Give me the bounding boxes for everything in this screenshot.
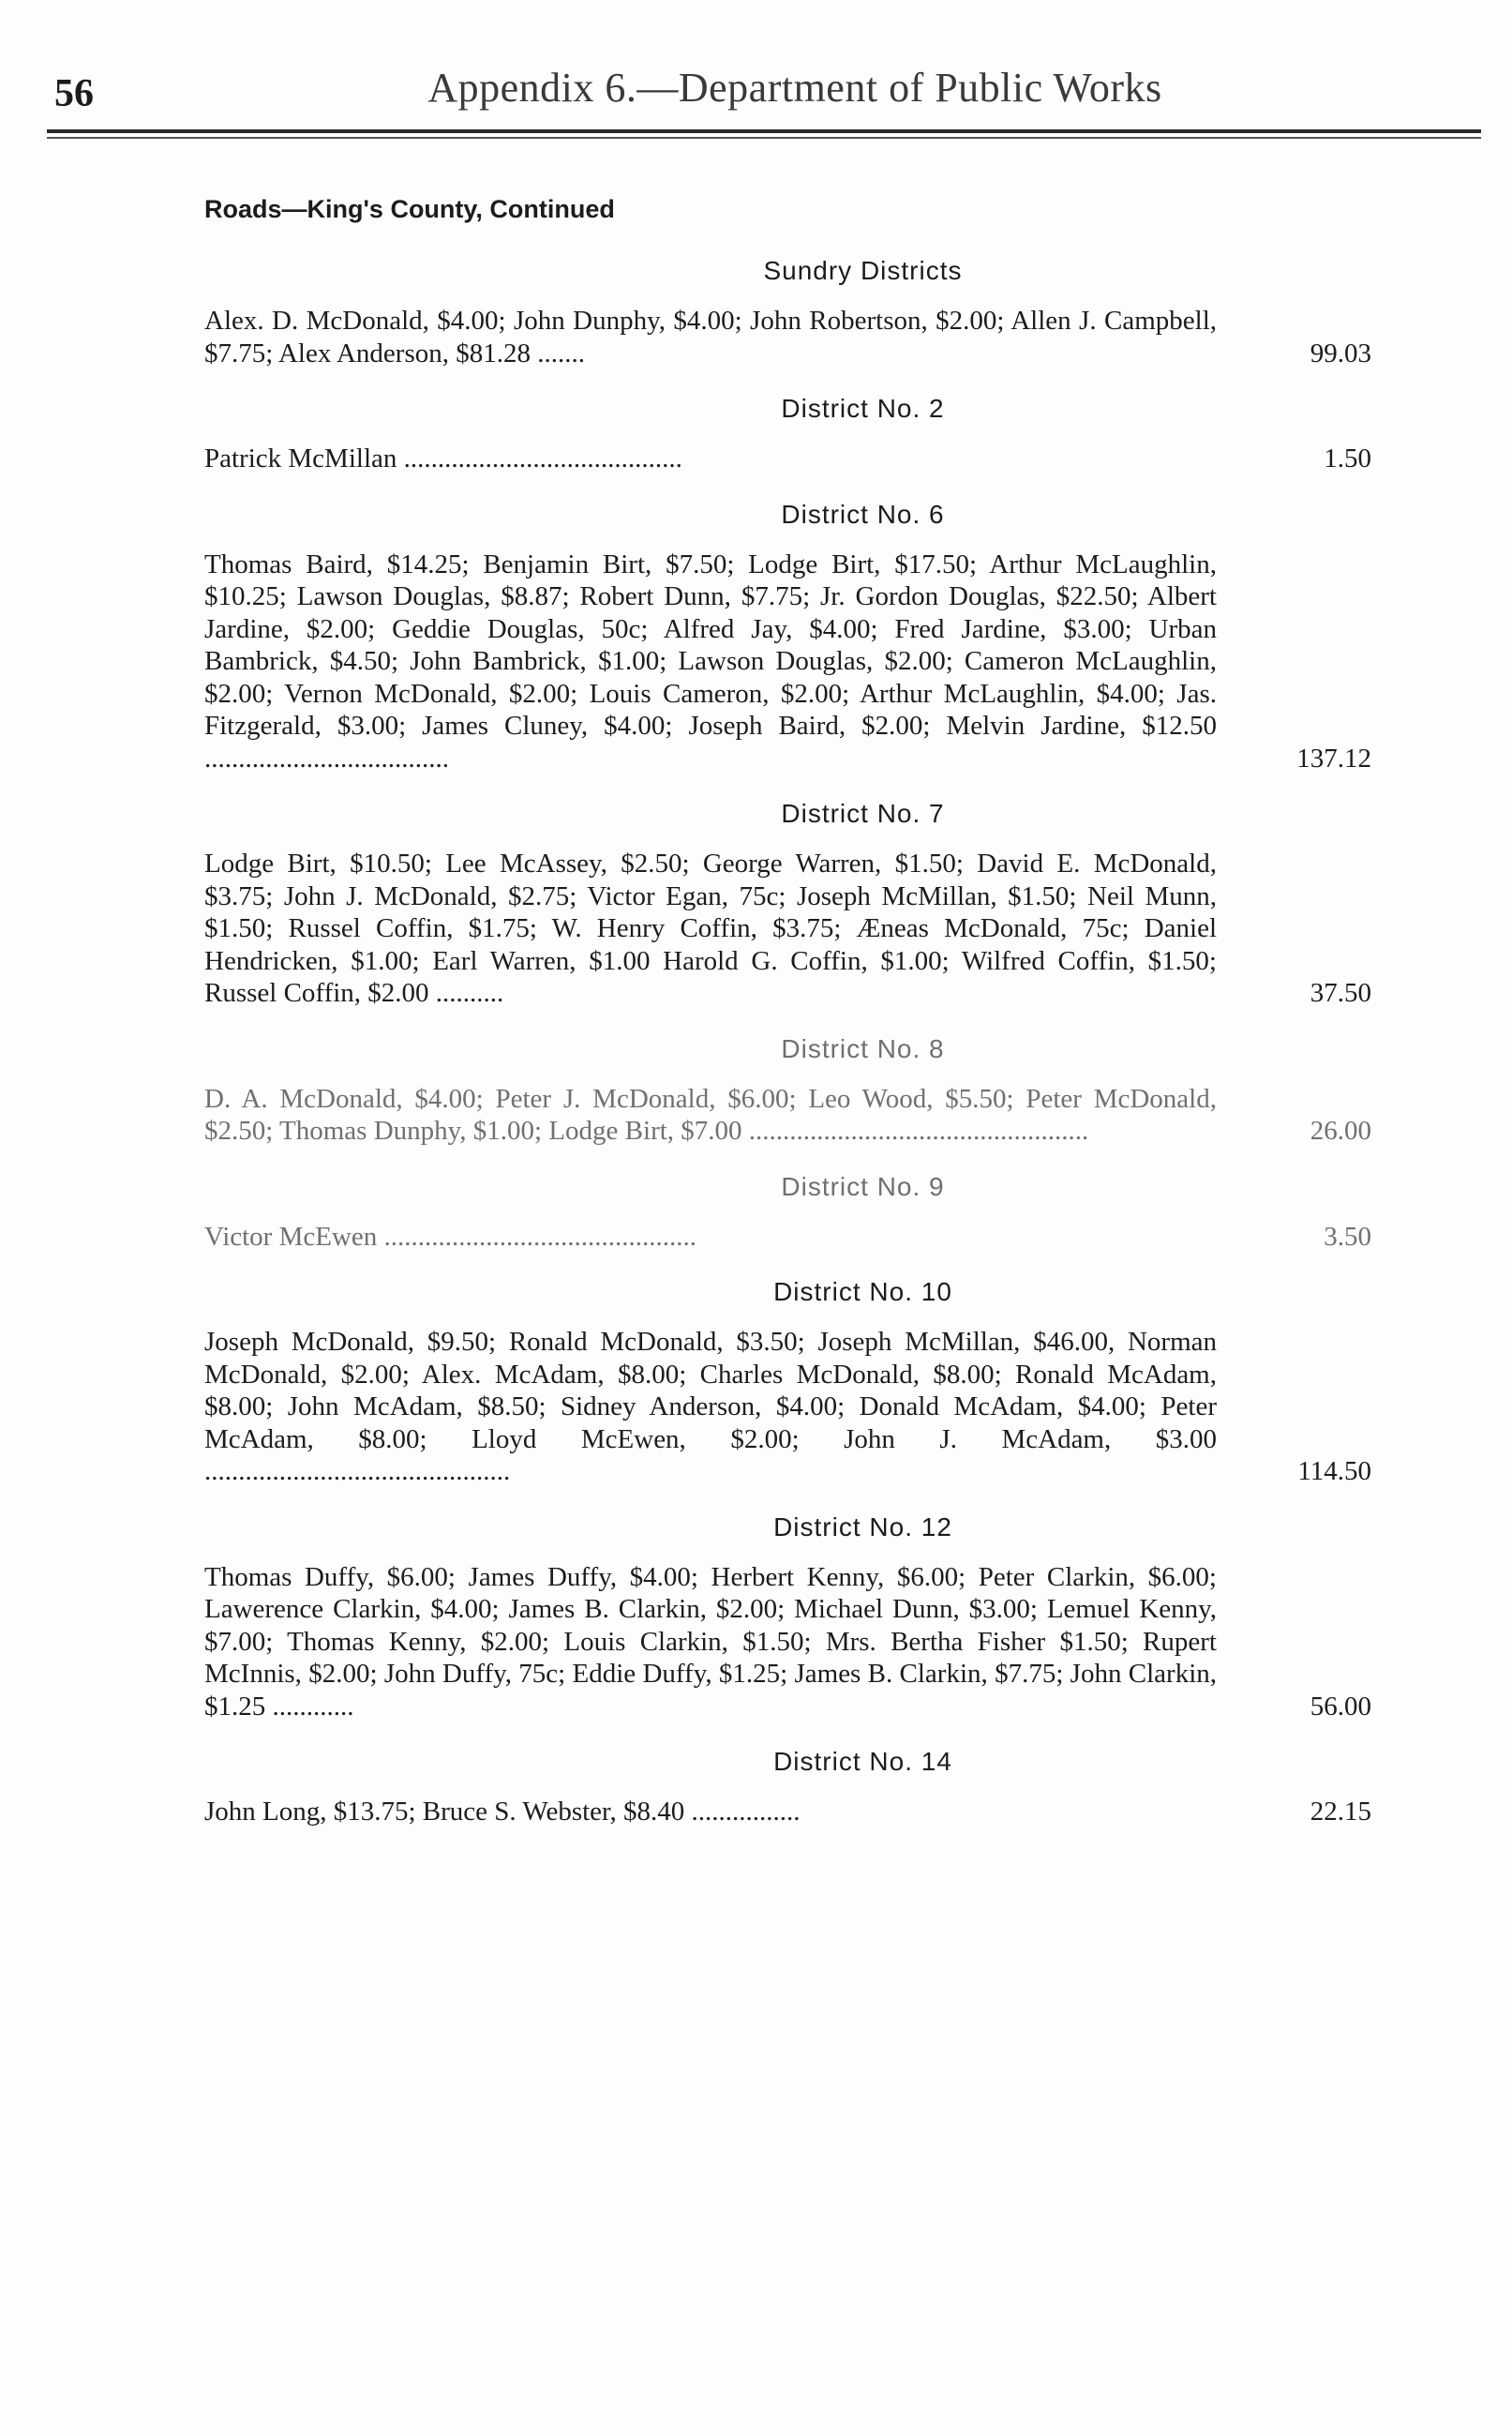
payee-list: Patrick McMillan ......................................... [204, 444, 682, 474]
district-entry [204, 549, 1371, 775]
district-total: 56.00 [1310, 1691, 1371, 1722]
district-entry [204, 1561, 1371, 1723]
page-number: 56 [54, 72, 94, 115]
district-entry [204, 305, 1371, 369]
district-title: District No. 8 [781, 1033, 945, 1063]
district-6 [204, 500, 1371, 775]
district-title: District No. 2 [781, 394, 945, 423]
page-content [204, 195, 1371, 1853]
district-entry [204, 1083, 1371, 1148]
district-8 [204, 1034, 1371, 1148]
district-entry [204, 443, 1371, 475]
payee-list: D. A. McDonald, $4.00; Peter J. McDonald, $6.00; Leo Wood, $5.50; Peter McDonald, $2.50; Thomas Dunphy, $1.00; Lodge Birt, $7.00 .................................................. [204, 1083, 1217, 1146]
header-rule-thin [47, 137, 1481, 139]
payee-list: Thomas Baird, $14.25; Benjamin Birt, $7.50; Lodge Birt, $17.50; Arthur McLaughlin, $10.25; Lawson Douglas, $8.87; Robert Dunn, $7.75; Jr. Gordon Douglas, $22.50; Albert Jardine, $2.00; Geddie Douglas, 50c; Alfred Jay, $4.00; Fred Jardine, $3.00; Urban Bambrick, $4.50; John Bambrick, $1.00; Lawson Douglas, $2.00; Cameron McLaughlin, $2.00; Vernon McDonald, $2.00; Louis Cameron, $2.00; Arthur McLaughlin, $4.00; Jas. Fitzgerald, $3.00; James Cluney, $4.00; Joseph Baird, $2.00; Melvin Jardine, $12.50 .................................... [204, 549, 1217, 774]
district-title: Sundry Districts [763, 256, 963, 285]
header-rule [47, 129, 1481, 133]
district-9 [204, 1172, 1371, 1254]
district-title: District No. 6 [781, 499, 945, 529]
payee-list: Victor McEwen .............................................. [204, 1221, 697, 1252]
payee-list: Joseph McDonald, $9.50; Ronald McDonald, $3.50; Joseph McMillan, $46.00, Norman McDonald, $2.00; Alex. McAdam, $8.00; Charles McDonald, $8.00; Ronald McAdam, $8.00; John McAdam, $8.50; Sidney Anderson, $4.00; Donald McAdam, $4.00; Peter McAdam, $8.00; Lloyd McEwen, $2.00; John J. McAdam, $3.00 ............................................. [204, 1327, 1217, 1486]
payee-list: Alex. D. McDonald, $4.00; John Dunphy, $4.00; John Robertson, $2.00; Allen J. Campbell, $7.75; Alex Anderson, $81.28 ....... [204, 306, 1217, 368]
district-7 [204, 799, 1371, 1010]
district-12 [204, 1512, 1371, 1723]
district-total: 22.15 [1310, 1797, 1371, 1827]
district-total: 114.50 [1297, 1456, 1371, 1486]
district-total: 37.50 [1310, 978, 1371, 1008]
running-title: Appendix 6.—Department of Public Works [427, 65, 1162, 111]
district-entry [204, 848, 1371, 1010]
district-entry [204, 1221, 1371, 1254]
district-title: District No. 12 [773, 1511, 952, 1541]
section-title: Roads—King's County, Continued [204, 195, 615, 223]
district-title: District No. 10 [773, 1277, 952, 1306]
district-total: 1.50 [1324, 444, 1371, 474]
payee-list: John Long, $13.75; Bruce S. Webster, $8.40 ................ [204, 1797, 801, 1827]
district-14 [204, 1747, 1371, 1828]
district-total: 99.03 [1310, 338, 1371, 368]
district-total: 137.12 [1296, 743, 1371, 774]
district-title: District No. 14 [773, 1747, 952, 1776]
district-title: District No. 7 [781, 799, 945, 828]
district-total: 3.50 [1324, 1221, 1371, 1252]
page-header [54, 58, 1460, 124]
district-entry [204, 1796, 1371, 1828]
district-title: District No. 9 [781, 1171, 945, 1201]
district-total: 26.00 [1310, 1116, 1371, 1146]
payee-list: Lodge Birt, $10.50; Lee McAssey, $2.50; George Warren, $1.50; David E. McDonald, $3.75; John J. McDonald, $2.75; Victor Egan, 75c; Joseph McMillan, $1.50; Neil Munn, $1.50; Russel Coffin, $1.75; W. Henry Coffin, $3.75; Æneas McDonald, 75c; Daniel Hendricken, $1.00; Earl Warren, $1.00 Harold G. Coffin, $1.00; Wilfred Coffin, $1.50; Russel Coffin, $2.00 .......... [204, 849, 1217, 1008]
payee-list: Thomas Duffy, $6.00; James Duffy, $4.00; Herbert Kenny, $6.00; Peter Clarkin, $6.00; Lawerence Clarkin, $4.00; James B. Clarkin, $2.00; Michael Dunn, $3.00; Lemuel Kenny, $7.00; Thomas Kenny, $2.00; Louis Clarkin, $1.50; Mrs. Bertha Fisher $1.50; Rupert McInnis, $2.00; John Duffy, 75c; Eddie Duffy, $1.25; James B. Clarkin, $7.75; John Clarkin, $1.25 ............ [204, 1561, 1217, 1722]
district-2 [204, 394, 1371, 475]
district-sundry [204, 256, 1371, 369]
district-entry [204, 1326, 1371, 1488]
district-10 [204, 1277, 1371, 1488]
